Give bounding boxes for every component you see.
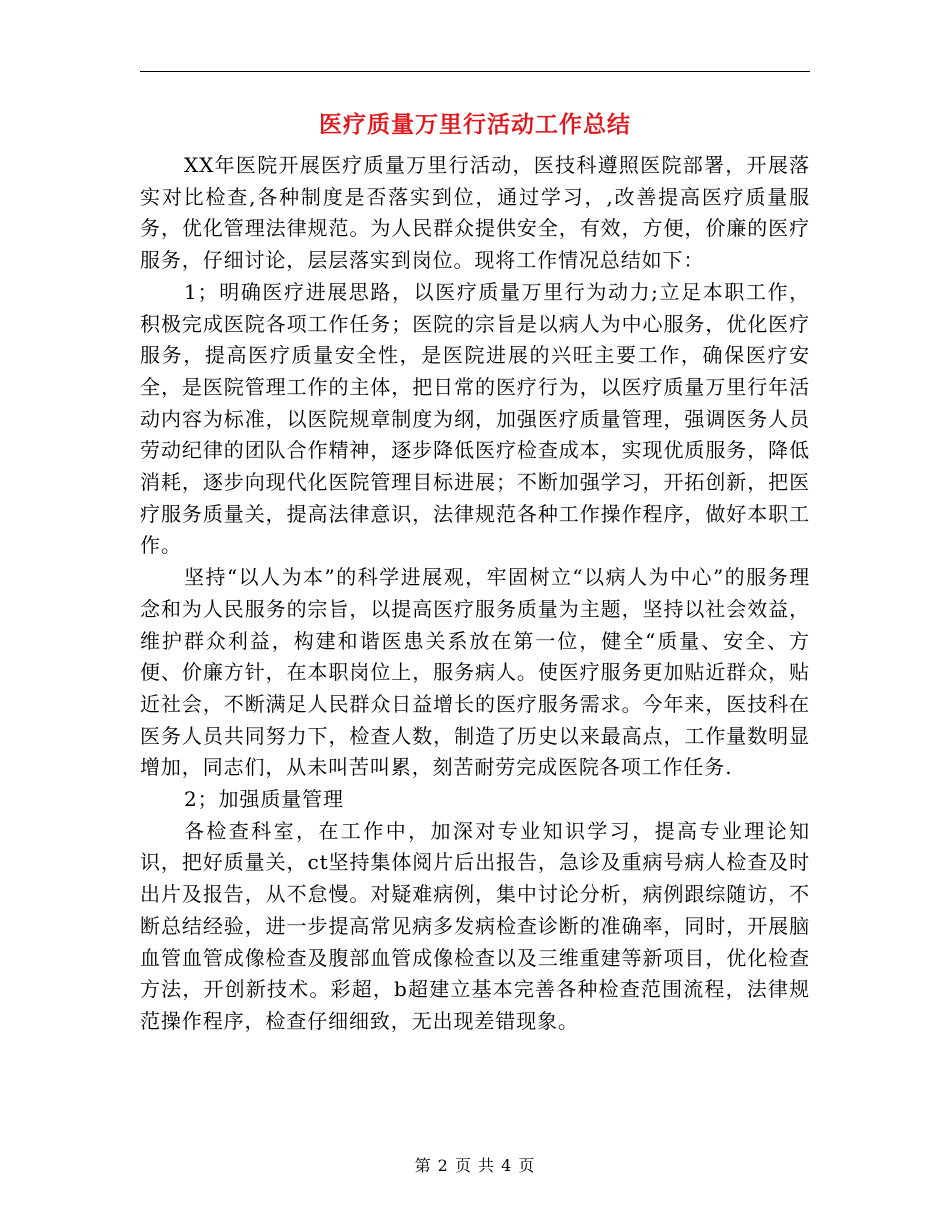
paragraph-intro: XX年医院开展医疗质量万里行活动，医技科遵照医院部署，开展落实对比检查,各种制度是否落实到位，通过学习，,改善提高医疗质量服务，优化管理法律规范。为人民群众提供安全，有效，方便，价廉的医疗服务，仔细讨论，层层落实到岗位。现将工作情况总结如下： [140, 153, 810, 273]
paragraph-quality-management: 各检查科室，在工作中，加深对专业知识学习，提高专业理论知识，把好质量关，ct坚持集体阅片后出报告，急诊及重病号病人检查及时出片及报告，从不怠慢。对疑难病例，集中讨论分析，病例跟综随访，不断总结经验，进一步提高常见病多发病检查诊断的准确率，同时，开展脑血管血管成像检查及腹部血管成像检查以及三维重建等新项目，优化检查方法，开创新技术。彩超，b超建立基本完善各种检查范围流程，法律规范操作程序，检查仔细细致，无出现差错现象。 [140, 818, 810, 1033]
paragraph-item-1: 1；明确医疗进展思路，以医疗质量万里行为动力;立足本职工作，积极完成医院各项工作任务；医院的宗旨是以病人为中心服务，优化医疗服务，提高医疗质量安全性，是医院进展的兴旺主要工作，确保医疗安全，是医院管理工作的主体，把日常的医疗行为，以医疗质量万里行年活动内容为标准，以医院规章制度为纲，加强医疗质量管理，强调医务人员劳动纪律的团队合作精神，逐步降低医疗检查成本，实现优质服务，降低消耗，逐步向现代化医院管理目标进展；不断加强学习，开拓创新，把医疗服务质量关，提高法律意识，法律规范各种工作操作程序，做好本职工作。 [140, 279, 810, 558]
document-body [140, 150, 810, 1038]
paragraph-people-oriented: 坚持“以人为本”的科学进展观，牢固树立“以病人为中心”的服务理念和为人民服务的宗旨，以提高医疗服务质量为主题，坚持以社会效益，维护群众利益，构建和谐医患关系放在第一位，健全“质量、安全、方便、价廉方针，在本职岗位上，服务病人。使医疗服务更加贴近群众，贴近社会，不断满足人民群众日益增长的医疗服务需求。今年来，医技科在医务人员共同努力下，检查人数，制造了历史以来最高点，工作量数明显增加，同志们，从未叫苦叫累，刻苦耐劳完成医院各项工作任务. [140, 565, 810, 780]
paragraph-item-2-heading: 2；加强质量管理 [184, 787, 344, 812]
header-rule [140, 71, 810, 72]
page-number-footer: 第 2 页 共 4 页 [414, 1156, 536, 1175]
document-title: 医疗质量万里行活动工作总结 [319, 111, 631, 138]
